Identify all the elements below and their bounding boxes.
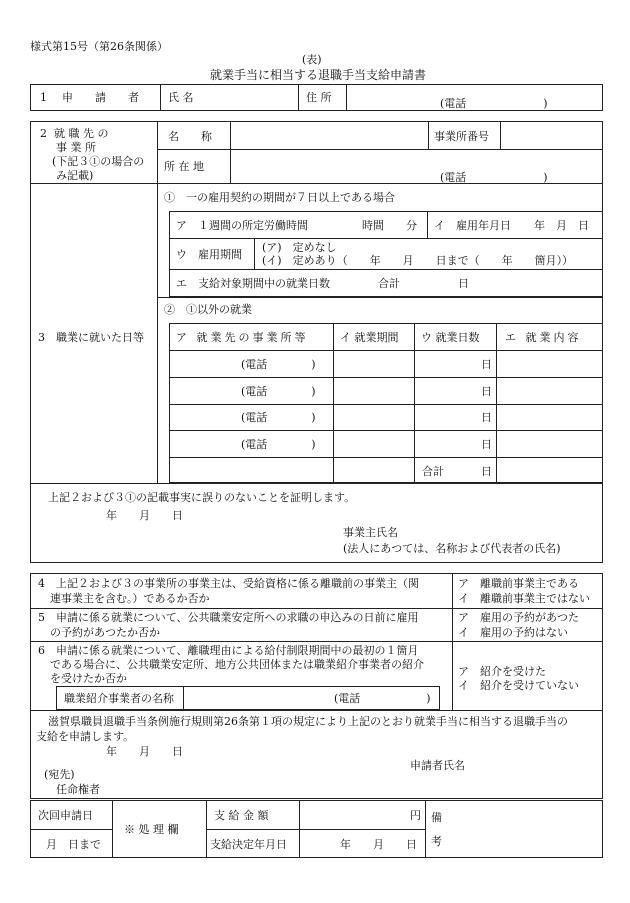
applicant-label: 申 請 者 [62,91,139,104]
hire-date-unit: 年 月 日 [534,219,589,232]
apply-line2: 支給を申請します。 [36,730,135,743]
employer-name-label: 事業主氏名 [343,526,398,539]
s6-line3: を受けたか否か [50,672,127,685]
row2-tel: (電話 ) [241,385,316,398]
s4-line2: 連事業主を含む。）であるか否か [50,592,210,605]
row4-day: 日 [481,438,492,451]
s5-line2: の予約があつたか否か [50,626,160,639]
th-workplace: ア 就業先の事業所等 [176,331,309,344]
next-application-date: 次回申請日 [38,809,93,822]
employment-period-label: ウ 雇用期間 [176,248,242,261]
s3-case1: ① 一の雇用契約の期間が７日以上である場合 [164,191,395,204]
row3-day: 日 [481,411,492,424]
s5-option-a: ア 雇用の予約があつた [458,611,579,624]
apply-date: 年 月 日 [106,745,183,758]
s1-number: 1 [40,91,47,104]
work-days-label: エ 支給対象期間中の就業日数 [176,277,330,290]
decision-date-label: 支給決定年月日 [210,838,287,851]
cert-text: 上記２および３①の記載事実に誤りのないことを証明します。 [48,491,356,504]
s6-option-i: イ 紹介を受けていない [458,679,579,692]
s4-option-a: ア 離職前事業主である [458,577,579,590]
payment-amount-label: 支 給 金 額 [214,809,269,822]
remarks-label-1: 備 [431,811,442,824]
s2-number: 2 [40,127,47,140]
apply-line1: 滋賀県職員退職手当条例施行規則第26条第１項の規定により上記のとおり就業手当に相当する退職手当の [48,715,568,728]
location-label: 所 在 地 [164,160,204,173]
s6-line2: である場合に、公共職業安定所、地方公共団体または職業紹介事業者の紹介 [50,658,424,671]
th-days: ウ 就業日数 [421,331,480,344]
work-days-unit: 日 [458,277,469,290]
s6-option-a: ア 紹介を受けた [458,665,546,678]
company-tel: (電話 ) [440,171,548,184]
appointing-authority: 任命権者 [56,783,100,796]
case2-total: 合計 [422,465,444,478]
front-mark: (表) [302,53,322,66]
form-number: 様式第15号（第26条関係） [30,40,168,53]
processing-field-label: ※ 処 理 欄 [124,823,179,836]
cert-date: 年 月 日 [106,509,183,522]
next-application-until: 月 日まで [46,838,101,851]
s6-line1: 6 申請に係る就業について、離職理由による給付制限期間中の最初の１箇月 [38,644,419,657]
th-content: エ 就業内容 [505,331,582,344]
applicant-tel: (電話 ) [440,97,548,110]
period-fixed: (イ) 定めあり（ 年 月 日まで（ 年 箇月）） [262,254,574,267]
agency-name-label: 職業紹介事業者の名称 [64,692,174,705]
s2-label-2: 事 業 所 [56,141,96,154]
s3-case2: ② ①以外の就業 [164,303,252,316]
s2-label-3: (下記３①の場合の [52,155,145,168]
case2-table [169,323,603,483]
s4-option-i: イ 離職前事業主ではない [458,592,590,605]
s4-line1: 4 上記２および３の事業所の事業主は、受給資格に係る離職前の事業主（関 [38,577,419,590]
s3-label: 3 職業に就いた日等 [38,331,144,344]
s5-line1: 5 申請に係る就業について、公共職業安定所への求職の申込みの日前に雇用 [38,611,419,624]
s2-label-1: 就 職 先 の [54,127,109,140]
row1-tel: (電話 ) [241,358,316,371]
name-label: 氏 名 [168,91,194,104]
row2-day: 日 [481,385,492,398]
addressee: (宛先) [44,768,75,781]
document-title: 就業手当に相当する退職手当支給申請書 [210,68,427,82]
agency-tel: (電話 ) [334,692,431,705]
decision-date-unit: 年 月 日 [340,838,417,851]
th-period: イ 就業期間 [340,331,399,344]
company-name-label: 名 称 [168,130,212,143]
address-label: 住 所 [306,91,332,104]
remarks-label-2: 考 [431,835,442,848]
work-days-total: 合計 [378,277,400,290]
row4-tel: (電話 ) [241,438,316,451]
hire-date-label: イ 雇用年月日 [434,219,511,232]
weekly-hours-unit: 時間 分 [362,219,417,232]
case2-total-day: 日 [481,465,492,478]
s2-label-4: み記載) [56,169,94,182]
row1-day: 日 [481,358,492,371]
s5-option-i: イ 雇用の予約はない [458,626,568,639]
period-none: (ア) 定めなし [262,241,337,254]
applicant-name-label: 申請者氏名 [410,759,465,772]
weekly-hours-label: ア １週間の所定労働時間 [176,219,308,232]
row3-tel: (電話 ) [241,411,316,424]
yen-unit: 円 [410,809,421,822]
employer-note: (法人にあつては、名称および代表者の氏名) [343,542,561,555]
office-number-label: 事業所番号 [434,130,489,143]
